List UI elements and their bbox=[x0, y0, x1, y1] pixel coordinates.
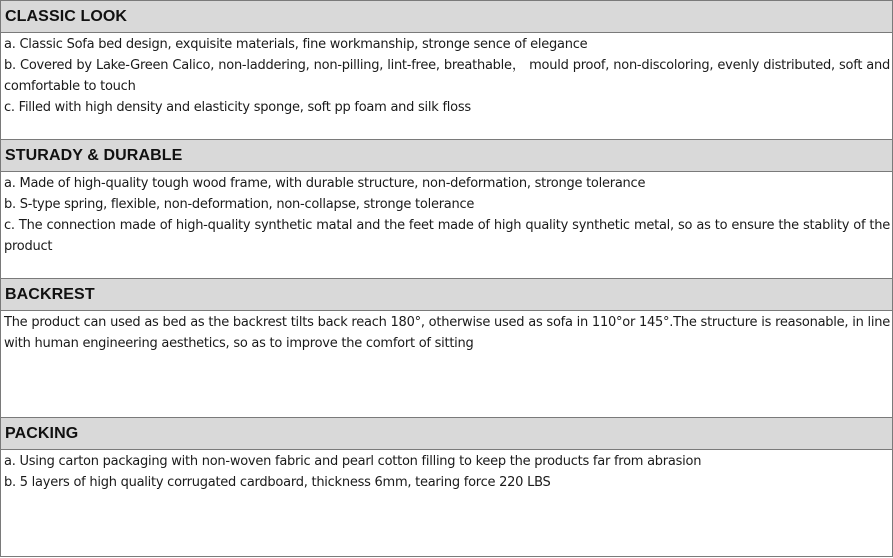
section-title: STURADY & DURABLE bbox=[1, 140, 892, 172]
spec-line: c. Filled with high density and elasticity sponge, soft pp foam and silk floss bbox=[4, 100, 471, 115]
section-title: CLASSIC LOOK bbox=[1, 1, 892, 33]
section-packing bbox=[1, 417, 892, 556]
section-body bbox=[1, 33, 892, 118]
spec-line: a. Classic Sofa bed design, exquisite materials, fine workmanship, stronge sence of elegance bbox=[4, 37, 588, 52]
spec-line: b. 5 layers of high quality corrugated cardboard, thickness 6mm, tearing force 220 LBS bbox=[4, 475, 551, 490]
spec-line: a. Made of high-quality tough wood frame, with durable structure, non-deformation, stronge tolerance bbox=[4, 176, 646, 191]
section-body bbox=[1, 450, 892, 493]
section-backrest bbox=[1, 278, 892, 417]
spec-line: a. Using carton packaging with non-woven fabric and pearl cotton filling to keep the products far from abrasion bbox=[4, 454, 702, 469]
section-body bbox=[1, 311, 892, 354]
spec-line: b. S-type spring, flexible, non-deformation, non-collapse, stronge tolerance bbox=[4, 197, 475, 212]
section-body bbox=[1, 172, 892, 257]
section-sturdy-durable bbox=[1, 139, 892, 278]
spec-line: b. Covered by Lake-Green Calico, non-laddering, non-pilling, lint-free, breathable， mould proof, non-discoloring, evenly distributed, soft and comfortable to touch bbox=[4, 58, 890, 94]
section-title: BACKREST bbox=[1, 279, 892, 311]
spec-line: c. The connection made of high-quality synthetic matal and the feet made of high quality synthetic metal, so as to ensure the stablity of the product bbox=[4, 218, 890, 254]
section-title: PACKING bbox=[1, 418, 892, 450]
spec-line: The product can used as bed as the backrest tilts back reach 180°, otherwise used as sofa in 110°or 145°.The structure is reasonable, in line with human engineering aesthetics, so as to improve the comfort of sitting bbox=[4, 315, 890, 351]
section-classic-look bbox=[1, 0, 892, 139]
